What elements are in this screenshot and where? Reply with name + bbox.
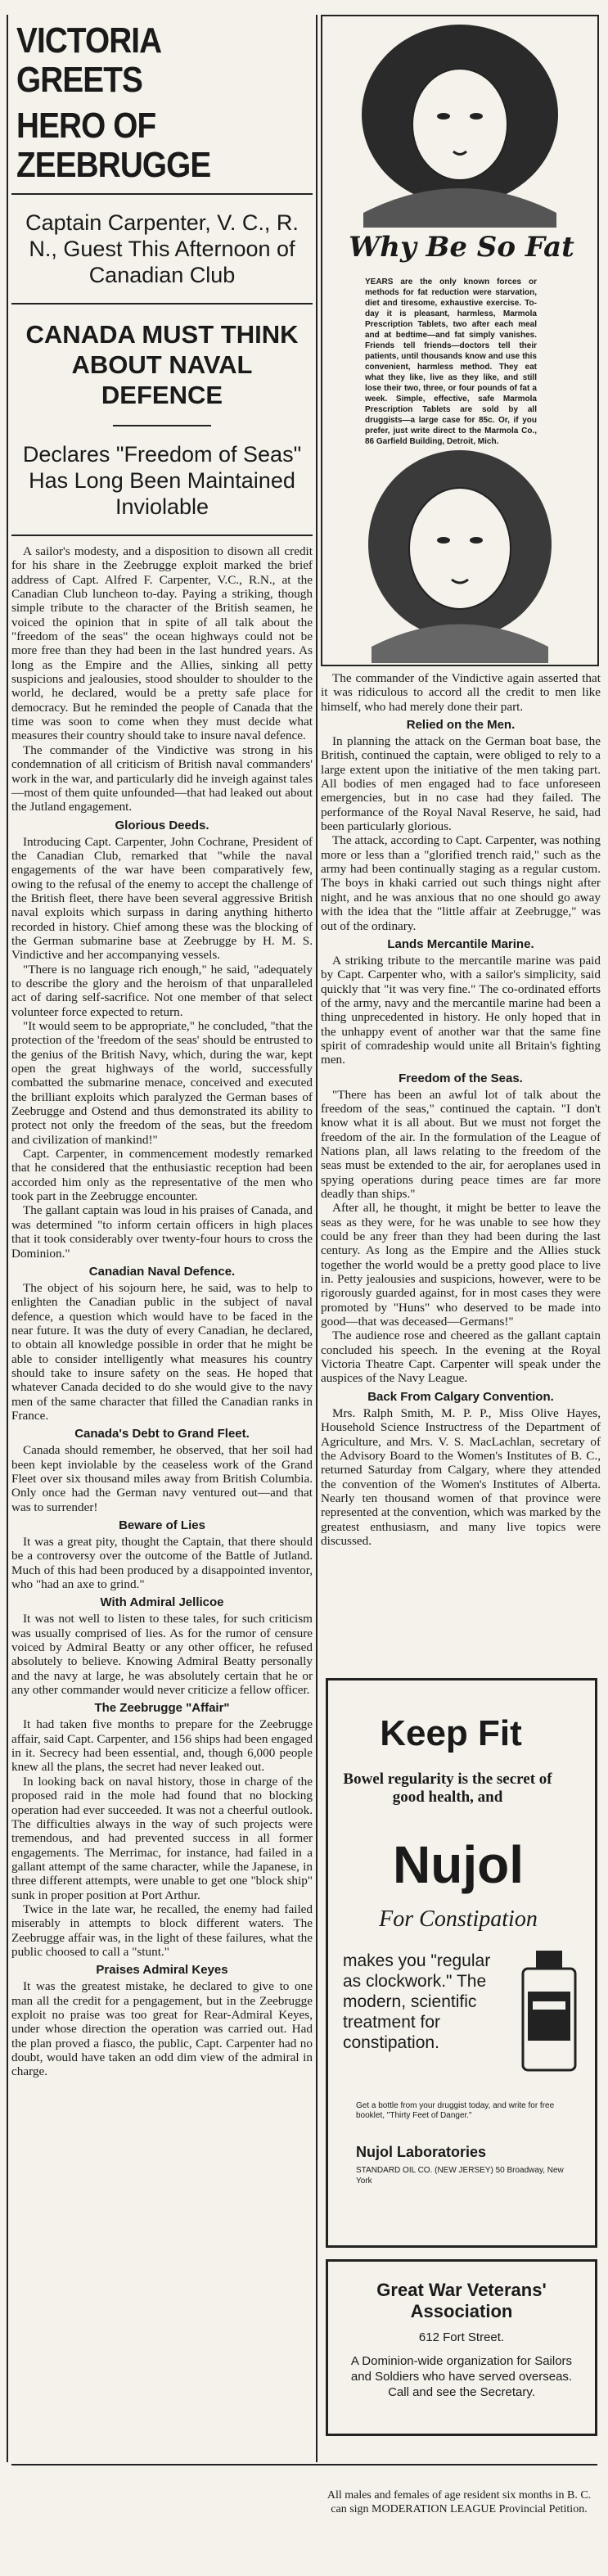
- advertisement-marmola: [321, 15, 599, 666]
- column-rule-left: [7, 15, 8, 2462]
- paragraph: The commander of the Vindictive again asserted that it was ridiculous to accord all the credit to men like himself, who had merely done their part.: [321, 671, 601, 714]
- paragraph: Canada should remember, he observed, that her soil had been kept inviolable by the ceaseless work of the Grand Fleet over six thousand miles away from British Columbia. Only once had the German navy ventured out—and that was to surrender!: [11, 1443, 313, 1514]
- ad-body-text: YEARS are the only known forces or methods for fat reduction were starvation, diet and tiresome, exhaustive exercise. To-day it is pleasant, harmless, Marmola Prescription Tablets, two after each meal and at bedtime—and fat simply vanishes. Friends tell friends—doctors tell their patients, until thousands know and use this convenient, harmless method. They eat what they like, live as they like, and still lose their two, three, or four pounds of fat a week. Simple, effective, safe Marmola Prescription Tablets are sold by all druggists—a large case for 85c. Or, if you prefer, just write direct to the Marmola Co., 86 Garfield Building, Detroit, Mich.: [365, 277, 537, 446]
- ad-fine-print: Get a bottle from your druggist today, and write for free booklet, "Thirty Feet of Danger.": [356, 2101, 555, 2120]
- paragraph: The commander of the Vindictive was strong in his condemnation of all criticism of British naval commanders' work in the war, and particularly did he inveigh against tales—most of them quite unfounded—that had leaked out about the Jutland engagement.: [11, 742, 313, 814]
- ad-street: 612 Fort Street.: [418, 2330, 505, 2344]
- paragraph: After all, he thought, it might be better to leave the seas as they were, for he was unable to see how they could be any freer than they had been during the last century. As long as the Empire and the Allies stuck together the world would be a pretty good place to live in. Petty jealousies and suspicions, however, were to be rigorously guarded against, for in most cases they were promoted by "Huns" who deserved to be made into good—that was deceased—Germans!": [321, 1201, 601, 1329]
- advertisement-nujol: [326, 1678, 597, 2248]
- paragraph: It was the greatest mistake, he declared to give to one man all the credit for a pengagement, but in the Zeebrugge exploit no praise was too great for Rear-Admiral Keyes, under whose direction the operation was carried out. Had the plan proved a fiasco, the public, Capt. Carpenter had no doubt, would have taken an odd dim view of the admiral in charge.: [11, 1979, 313, 2079]
- divider: [11, 535, 313, 536]
- ad-headline: Keep Fit: [380, 1713, 522, 1753]
- ad-body: A Dominion-wide organization for Sailors and Soldiers who have served overseas. Call and see the Secretary.: [350, 2354, 573, 2399]
- bottom-band: [11, 2464, 597, 2465]
- paragraph: It was not well to listen to these tales, for such criticism was usually comprised of lies. As for the rumor of censure voiced by Admiral Beatty or any other officer, he refused absolutely to believe. Knowing Admiral Beatty personally and the navy at large, he was absolutely certain that he or any other commander would never criticize a fellow officer.: [11, 1612, 313, 1698]
- ad-body: [365, 277, 537, 447]
- ad-tagline: For Constipation: [379, 1906, 538, 1932]
- paragraph: In looking back on naval history, those in charge of the proposed raid in the mole had found that no blocking operation had ever succeeded. It was not a cheerful outlook. The difficulties always in the way of such projects were tremendous, and had prevented success in all former engagements. The Merrimac, for instance, had failed in a gallant attempt of the same character, while the Japanese, in three different attempts, were unable to get one "block ship" sunk in proper position at Port Arthur.: [11, 1774, 313, 1902]
- brand-name: Nujol: [393, 1835, 524, 1894]
- bottle-icon: [516, 1951, 582, 2073]
- paragraph: "There has been an awful lot of talk about the freedom of the seas," continued the captain. "I don't know what it is all about. But we must not forget the freedom of the air. In the formulation of the League of Nations plan, all laws relating to the freedom of the seas must be extended to the air, for aeroplanes used in spying operations during peace times are far more deadly than ships.": [321, 1087, 601, 1201]
- paragraph: "There is no language rich enough," he said, "adequately to describe the glory and the heroism of that unparalleled act of daring self-sacrifice. Not one member of that select volunteer force expected to return.: [11, 962, 313, 1019]
- subhead: Glorious Deeds.: [115, 818, 209, 832]
- divider: [113, 425, 211, 426]
- subhead: Praises Admiral Keyes: [96, 1963, 228, 1978]
- ad-line: Bowel regularity is the secret of good health, and: [343, 1771, 552, 1806]
- subhead: Lands Mercantile Marine.: [387, 936, 534, 951]
- paragraph: Mrs. Ralph Smith, M. P. P., Miss Olive Hayes, Household Science Instructress of the Department of Agriculture, and Mrs. V. S. MacLachlan, secretary of the Advisory Board to the Women's Institutes of B. C., returned Saturday from Calgary, where they attended the convention of the Women's Institutes of Alberta. Nearly ten thousand women of that province were represented at the convention, which was marked by the greatest enthusiasm, and many live topics were discussed.: [321, 1405, 601, 1548]
- subhead: Freedom of the Seas.: [399, 1071, 523, 1085]
- paragraph: It was a great pity, thought the Captain, that there should be a controversy over the outcome of the Battle of Jutland. Much of this had been produced by a disappointed inventor, who "had an axe to grind.": [11, 1535, 313, 1592]
- paragraph: In planning the attack on the German boat base, the British, continued the captain, were obliged to rely to a large extent upon the initiative of the men taking part. All bodies of men engaged had to face unforeseen emergencies, but in no case had they failed. The performance of the Royal Naval Reserve, he said, had been particularly glorious.: [321, 734, 601, 834]
- divider: [11, 193, 313, 195]
- ad-title: Great War Veterans' Association: [376, 2280, 547, 2321]
- paragraph: Introducing Capt. Carpenter, John Cochrane, President of the Canadian Club, remarked that "while the naval engagements of the war have been comparatively few, owing to the refusal of the enemy to accept the challenge of the British fleet, there have been several aggressive British naval exploits which surpass in daring anything hitherto recorded in history. Chief among these was the blocking of the German submarine base at Zeebrugge by H. M. S. Vindictive and her accompanying vessels.: [11, 834, 313, 963]
- paragraph: Twice in the late war, he recalled, the enemy had failed miserably in attempts to block different waters. The Zeebrugge affair was, in the light of these failures, what the public choosed to call a "stunt.": [11, 1902, 313, 1959]
- deck-2: CANADA MUST THINK ABOUT NAVAL DEFENCE: [25, 320, 299, 409]
- paragraph: The audience rose and cheered as the gallant captain concluded his speech. In the evening at the Royal Victoria Theatre Capt. Carpenter will speak under the auspices of the Navy League.: [321, 1329, 601, 1386]
- ad-address: STANDARD OIL CO. (NEW JERSEY) 50 Broadway, New York: [356, 2166, 564, 2186]
- article-column-left: [11, 15, 313, 2079]
- bottom-notice: All males and females of age resident six months in B. C. can sign MODERATION LEAGUE Provincial Petition.: [327, 2489, 592, 2515]
- divider: [11, 303, 313, 305]
- paragraph: The object of his sojourn here, he said, was to help to enlighten the Canadian public in the subject of naval defence, a question which would have to be faced in the near future. It was the duty of every Canadian, he declared, to obtain all knowledge possible in order that he might be able to consider intelligently what measures his country should take to insure safety on the seas. He hoped that whatever Canada decided to do she would give to the navy men of the same character that filled the Canadian ranks in France.: [11, 1280, 313, 1423]
- paragraph: A striking tribute to the mercantile marine was paid by Capt. Carpenter who, with a sailor's simplicity, said quickly that "it was very fine." The co-ordinated efforts of the army, navy and the mercantile marine had been a thing unprecedented in history. He only hoped that in the unhappy event of another war that the same fine spirit of comradeship would unite all Britain's fighting men.: [321, 953, 601, 1067]
- deck-3: Declares "Freedom of Seas" Has Long Been Maintained Inviolable: [22, 442, 302, 519]
- paragraph: The gallant captain was loud in his praises of Canada, and was determined "to inform certain officers in high places that it took considerably over twenty-four hours to cross the Dominion.": [11, 1203, 313, 1261]
- ad-line: makes you "regular as clockwork." The modern, scientific treatment for constipation.: [343, 1951, 491, 2052]
- subhead: Canadian Naval Defence.: [88, 1264, 236, 1279]
- ad-title: Why Be So Fat: [349, 231, 574, 264]
- column-rule-middle: [316, 15, 318, 2462]
- article-column-right: [321, 671, 601, 1548]
- subhead: Relied on the Men.: [406, 718, 516, 733]
- subhead: Beware of Lies: [119, 1518, 205, 1532]
- woman-portrait-bottom-icon: [322, 426, 597, 663]
- headline-line-1: VICTORIA GREETS: [16, 20, 160, 100]
- ad-company: Nujol Laboratories: [356, 2144, 487, 2160]
- headline-line-2: HERO OF ZEEBRUGGE: [16, 106, 211, 185]
- advertisement-gwva: [326, 2259, 597, 2436]
- subhead: The Zeebrugge "Affair": [94, 1701, 230, 1716]
- deck-1: Captain Carpenter, V. C., R. N., Guest This Afternoon of Canadian Club: [25, 210, 299, 287]
- woman-portrait-top-icon: [322, 16, 597, 229]
- subhead: With Admiral Jellicoe: [100, 1595, 224, 1610]
- subhead: Canada's Debt to Grand Fleet.: [74, 1427, 250, 1441]
- paragraph: "It would seem to be appropriate," he concluded, "that the protection of the 'freedom of the seas' should be entrusted to the genius of the British Navy, which, during the war, kept open the great highways of the world, successfully combatted the submarine menace, conceived and executed the brilliant exploits which paralyzed the German bases of Zeebrugge and Ostend and thus demonstrated its ability to protect not only the freedom of the seas, but the freedom and civilization of mankind!": [11, 1019, 313, 1147]
- paragraph: Capt. Carpenter, in commencement modestly remarked that he considered that the enthusiastic reception had been accorded him only as the representative of the men who took part in the Zeebrugge encounter.: [11, 1147, 313, 1204]
- paragraph: The attack, according to Capt. Carpenter, was nothing more or less than a "glorified trench raid," such as the army had been continually staging as a regular custom. The boys in khaki carried out such things night after night, and he was anxious that no one should go away with the idea that the "little affair at Zeebrugge," was out of the ordinary.: [321, 833, 601, 933]
- paragraph: A sailor's modesty, and a disposition to disown all credit for his share in the Zeebrugge exploit marked the brief address of Capt. Alfred F. Carpenter, V.C., R.N., at the Canadian Club luncheon to-day. Paying a striking, though simple tribute to the character of the British seamen, he voiced the opinion that in spite of all talk about the "freedom of the seas" the ocean highways could not be more free than they had been in the last hundred years. As long as the Empire and the Allies, sinking all petty suspicions and jealousies, stood shoulder to shoulder to the world, he declared, would be a pretty safe place for democracy. But he reminded the people of Canada that the time was soon to come when they must decide what measures their country should take to insure naval defence.: [11, 544, 313, 743]
- subhead: Back From Calgary Convention.: [367, 1389, 554, 1404]
- paragraph: It had taken five months to prepare for the Zeebrugge affair, said Capt. Carpenter, and 156 ships had been engaged in it. Secrecy had been essential, and, though 6,000 people knew all the plans, the secret had never leaked out.: [11, 1717, 313, 1775]
- article-body-left: [11, 544, 313, 2079]
